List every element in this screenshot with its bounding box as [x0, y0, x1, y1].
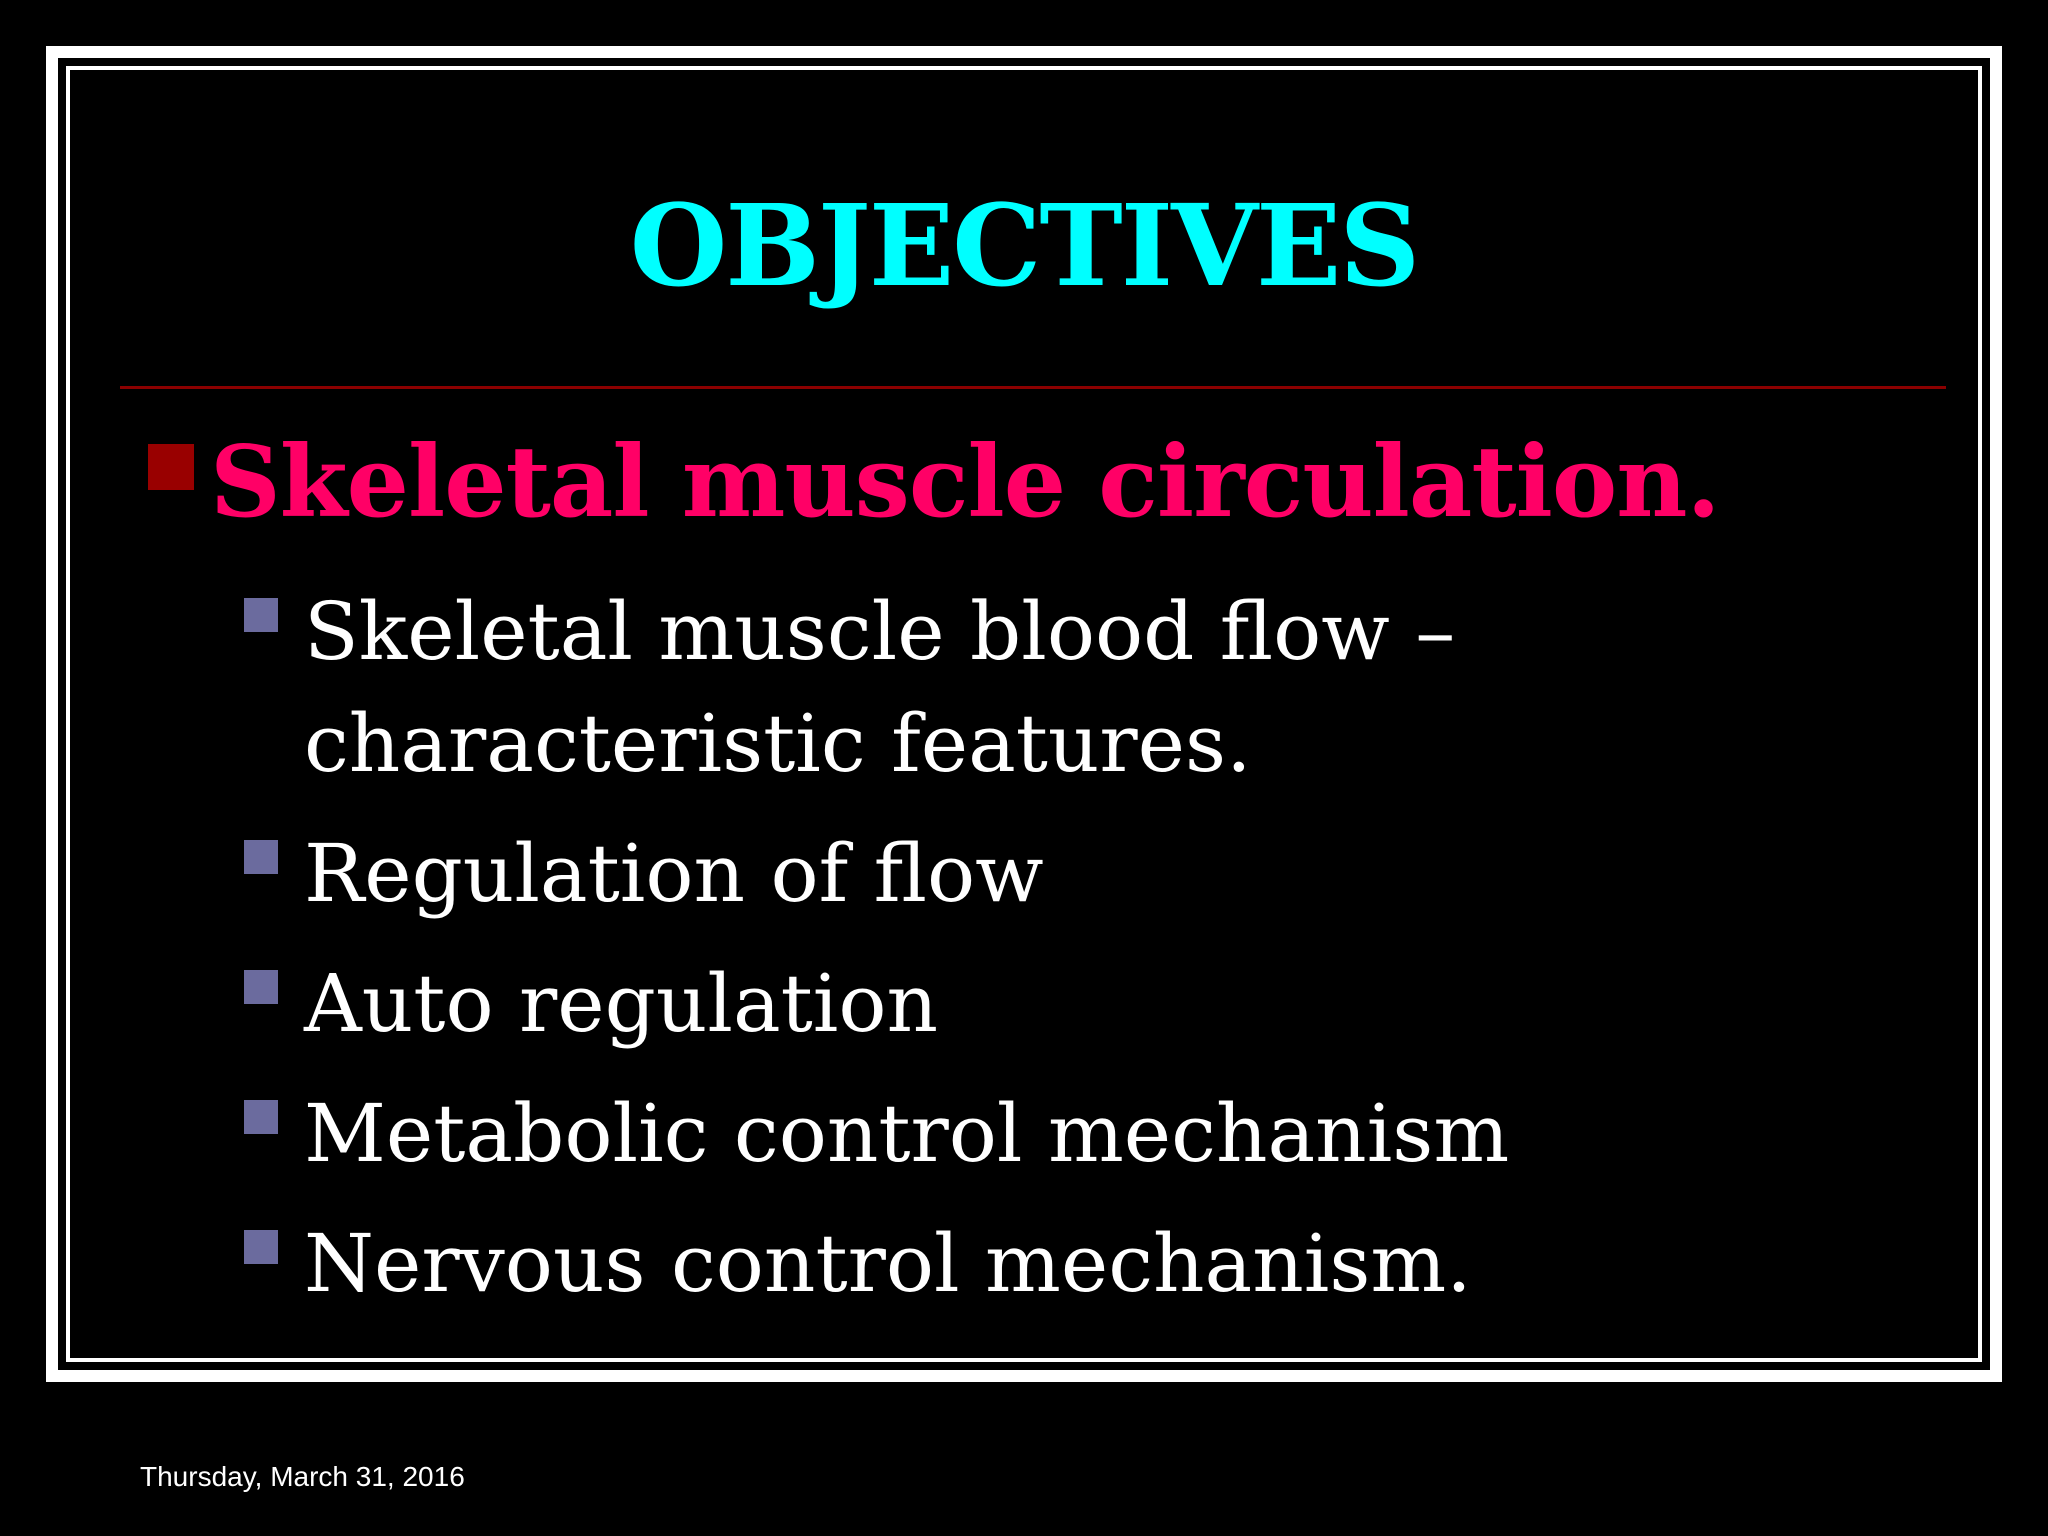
square-bullet-icon: [244, 1230, 278, 1264]
main-bullet-text: Skeletal muscle circulation.: [210, 425, 1720, 540]
square-bullet-icon: [148, 444, 194, 490]
sub-bullet-line: characteristic features.: [304, 697, 1252, 790]
sub-bullet-text: Auto regulation: [304, 957, 939, 1050]
list-item: [244, 576, 1924, 800]
sub-bullet-text: Regulation of flow: [304, 827, 1044, 920]
square-bullet-icon: [244, 598, 278, 632]
title-divider: [120, 386, 1946, 389]
square-bullet-icon: [244, 840, 278, 874]
square-bullet-icon: [244, 1100, 278, 1134]
footer-date: Thursday, March 31, 2016: [140, 1461, 465, 1492]
list-item: [244, 818, 1924, 930]
list-item: [244, 1078, 1924, 1190]
sub-bullet-line: Skeletal muscle blood flow –: [304, 585, 1456, 678]
main-bullet: [148, 425, 1720, 540]
sub-bullet-list: [244, 576, 1924, 1338]
slide-title: OBJECTIVES: [629, 181, 1419, 312]
square-bullet-icon: [244, 970, 278, 1004]
sub-bullet-text: [304, 576, 1455, 800]
sub-bullet-text: Nervous control mechanism.: [304, 1217, 1472, 1310]
sub-bullet-text: Metabolic control mechanism: [304, 1087, 1510, 1180]
list-item: [244, 1208, 1924, 1320]
list-item: [244, 948, 1924, 1060]
